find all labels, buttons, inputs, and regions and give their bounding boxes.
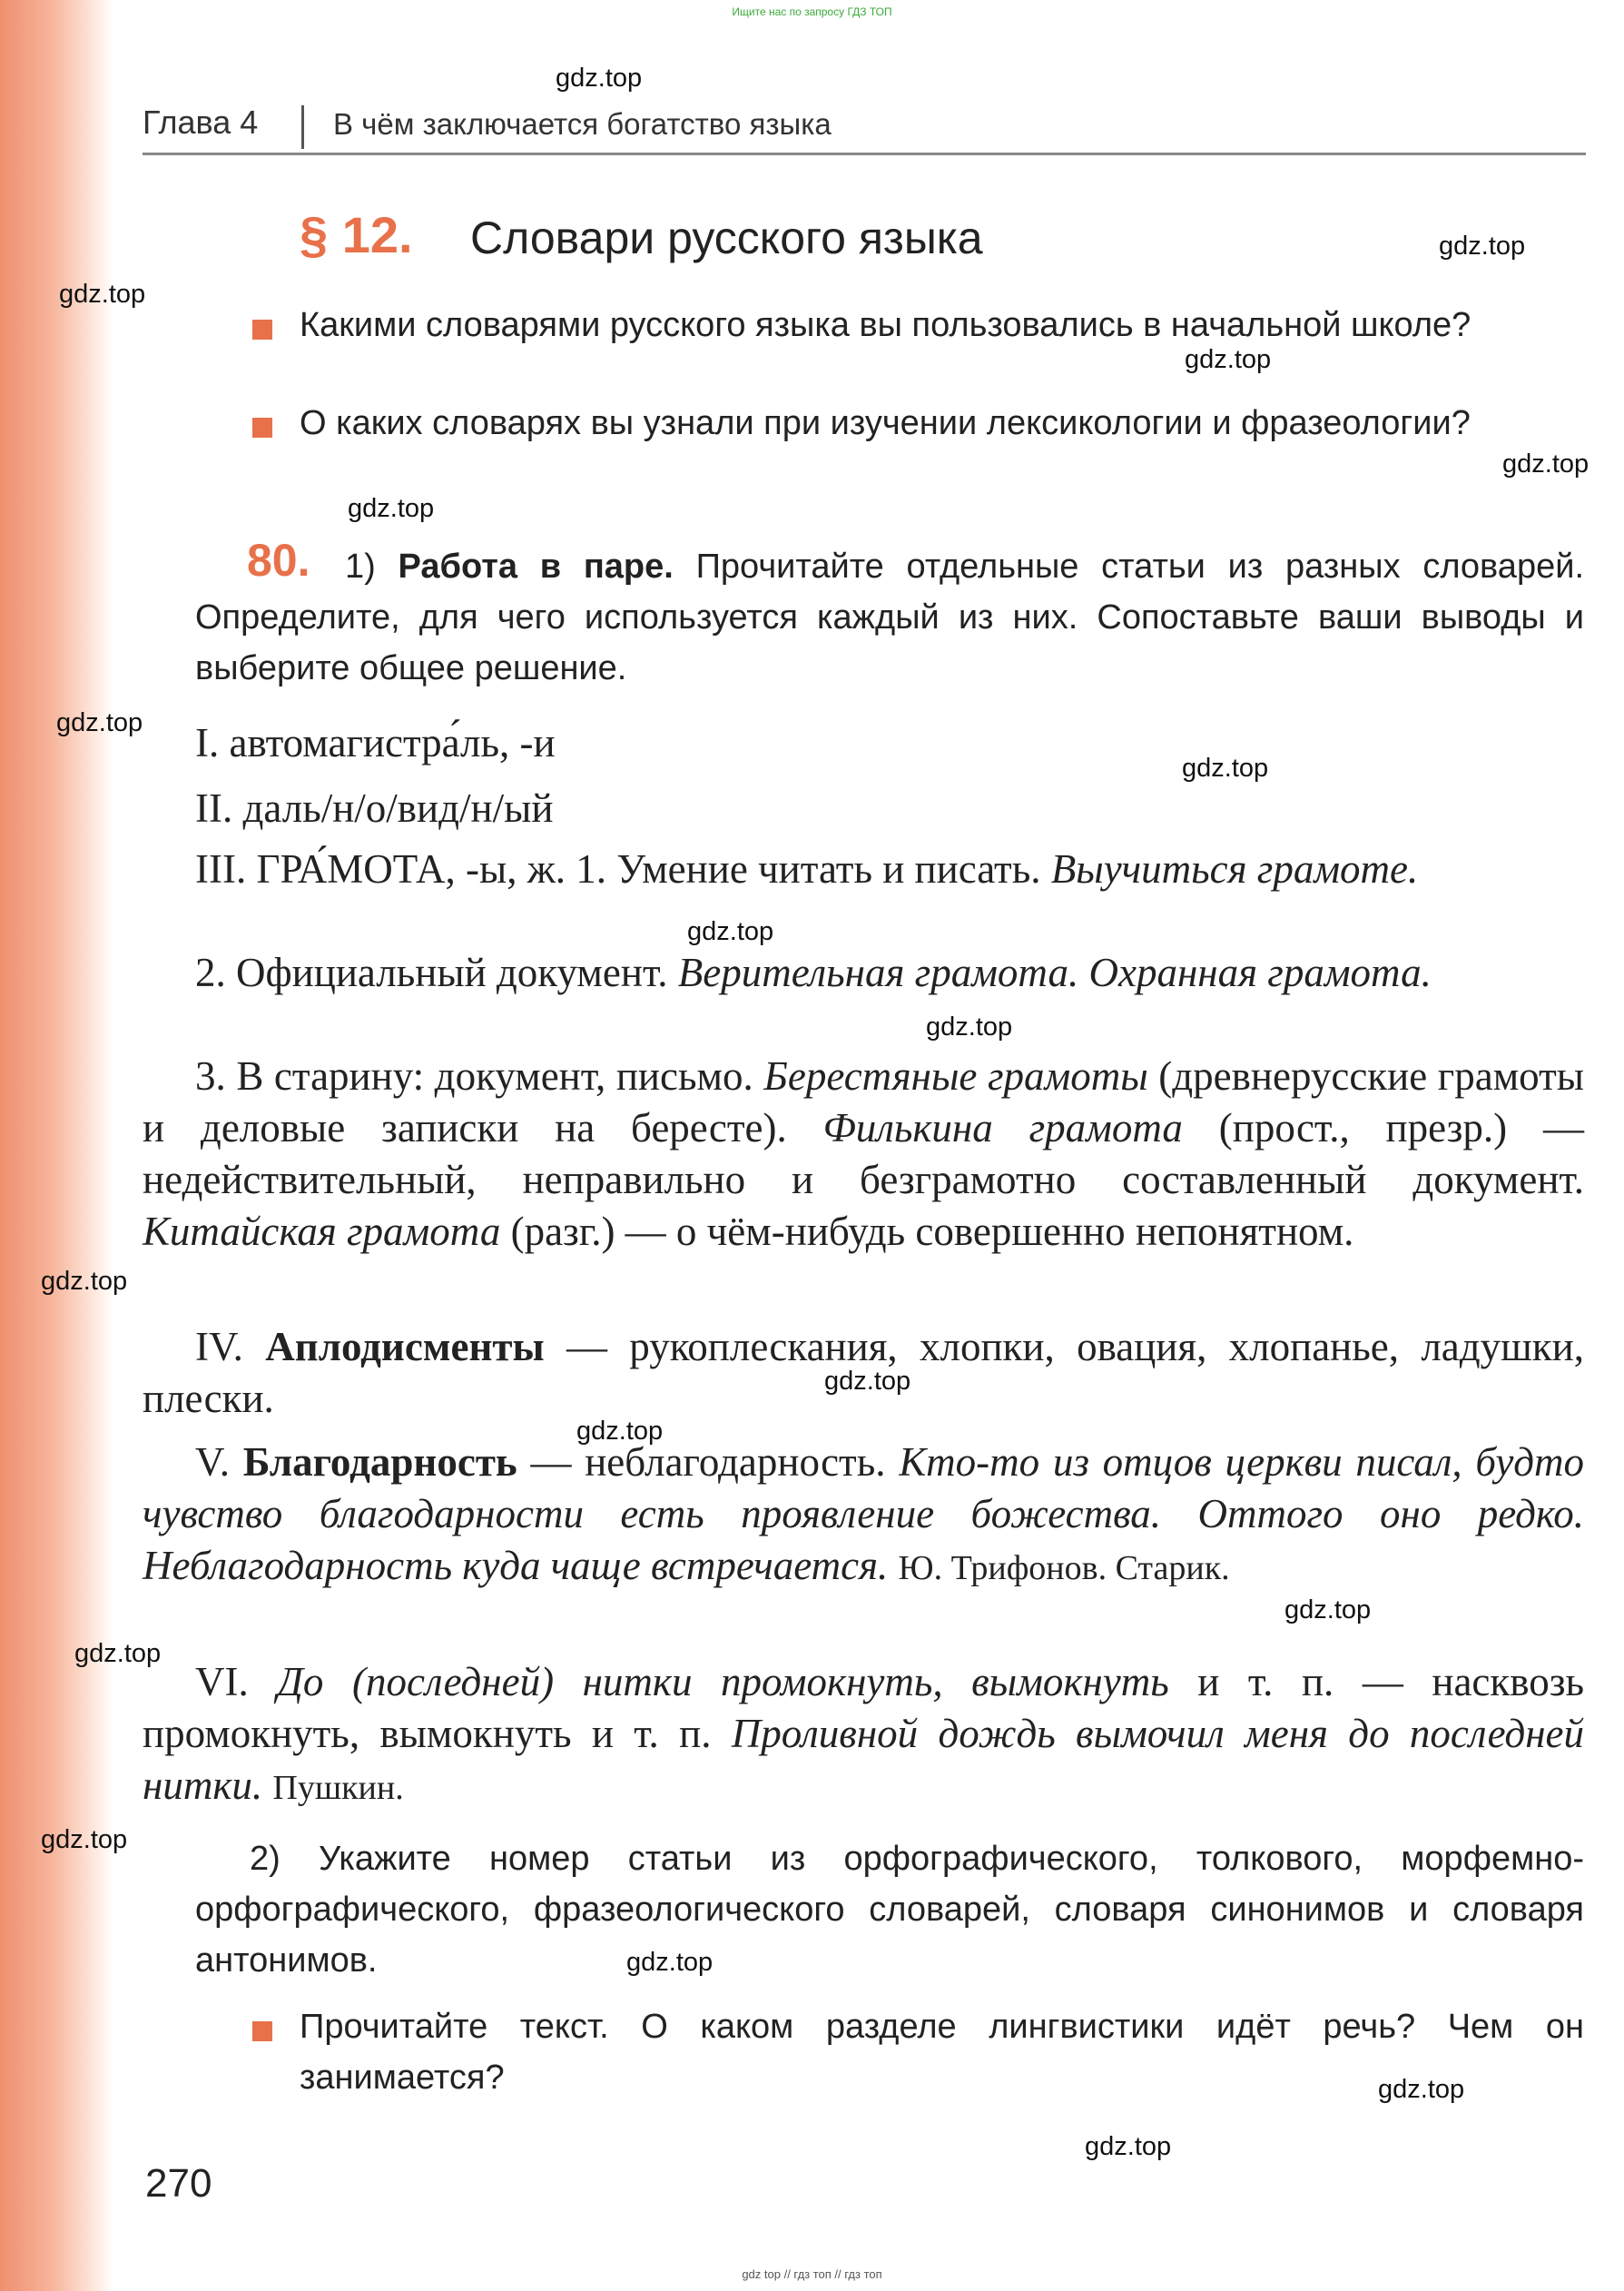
entry6-text: и т. п. — насквозь промокнуть, вымокнуть и т. п. [143, 1659, 1585, 1756]
bottom-notice: gdz top // гдз топ // гдз топ [742, 2267, 882, 2281]
entry5-number: V. [195, 1439, 230, 1485]
entry4-word: Аплодисменты [265, 1324, 545, 1369]
watermark: gdz.top [1502, 449, 1590, 479]
entry3-sense2-example: Верительная грамота. Охранная грамота. [677, 950, 1432, 995]
page-edge-gradient [0, 0, 113, 2291]
watermark: gdz.top [1185, 345, 1272, 374]
entry3-sense2-text: 2. Официальный документ. [195, 950, 668, 995]
top-notice: Ищите нас по запросу ГДЗ ТОП [732, 5, 892, 18]
entry6-quote: Проливной дождь вымочил меня до последней нитки. [143, 1711, 1585, 1808]
watermark: gdz.top [926, 1012, 1013, 1042]
entry3-example-1: Выучиться грамоте. [1050, 846, 1419, 892]
page-number: 270 [145, 2161, 212, 2206]
entry6-source: Пушкин. [272, 1769, 404, 1807]
entry3-sense3-gloss-2: (прост., презр.) — недействительный, неправильно и безграмотно составленный документ. [143, 1105, 1585, 1202]
question-2: О каких словарях вы узнали при изучении лексикологии и фразеологии? [300, 404, 1471, 442]
bullet-square [252, 320, 272, 340]
watermark: gdz.top [1284, 1595, 1372, 1624]
entry5-quote: Кто-то из отцов церкви писал, будто чувство благодарности есть проявление божества. Оттого оно редко. Неблагодарность куда чаще встречается. [143, 1439, 1584, 1588]
section-number: § 12. [300, 206, 413, 263]
entry3-sense3-example-3: Китайская грамота [143, 1209, 501, 1254]
entry-3-sense-2 [143, 947, 1584, 999]
watermark: gdz.top [1378, 2075, 1465, 2104]
watermark: gdz.top [41, 1267, 128, 1296]
question-1: Какими словарями русского языка вы пользовались в начальной школе? [300, 306, 1471, 344]
watermark: gdz.top [1182, 754, 1269, 783]
entry3-sense3-text: 3. В старину: документ, письмо. [195, 1053, 753, 1099]
watermark: gdz.top [74, 1639, 162, 1668]
chapter-subtitle: В чём заключается богатство языка [333, 107, 832, 141]
part1-number: 1) [345, 548, 376, 586]
header-separator [301, 105, 304, 149]
entry6-number: VI. [195, 1659, 249, 1704]
watermark: gdz.top [824, 1367, 911, 1396]
watermark: gdz.top [556, 64, 643, 93]
entry3-head: III. ГРА́МОТА, -ы, ж. 1. Умение читать и писать. [195, 846, 1041, 892]
part1-bold: Работа в паре. [398, 548, 674, 586]
watermark: gdz.top [576, 1417, 664, 1446]
entry5-text: — неблагодарность. [530, 1439, 886, 1485]
watermark: gdz.top [1085, 2132, 1172, 2161]
chapter-label: Глава 4 [143, 104, 259, 141]
entry3-sense3-example-1: Берестяные грамоты [763, 1053, 1148, 1099]
exercise-part2: 2) Укажите номер статьи из орфографического, толкового, морфемно-орфографического, фразеологического словарей, словаря синонимов и словаря антонимов. [195, 1840, 1584, 1980]
watermark: gdz.top [56, 708, 143, 737]
entry-1: I. автомагистра́ль, -и [195, 720, 556, 765]
entry5-word: Благодарность [242, 1439, 517, 1485]
entry6-phrase: До (последней) нитки промокнуть, вымокнуть [277, 1659, 1169, 1704]
entry3-sense3-example-2: Филькина грамота [822, 1105, 1183, 1150]
bullet-square [252, 418, 272, 438]
watermark: gdz.top [348, 494, 435, 523]
entry-3-sense-3 [143, 1051, 1584, 1258]
entry4-text: — рукоплескания, хлопки, овация, хлопанье, ладушки, плески. [143, 1324, 1585, 1421]
final-question: Прочитайте текст. О каком разделе лингвистики идёт речь? Чем он занимается? [300, 2008, 1584, 2097]
entry3-sense3-gloss-1: (древнерусские грамоты и деловые записки на бересте). [143, 1053, 1584, 1150]
entry-2: II. даль/н/о/вид/н/ый [195, 785, 554, 831]
entry-3 [143, 844, 1584, 895]
watermark: gdz.top [626, 1948, 714, 1977]
page-header [143, 102, 1586, 155]
bullet-square [252, 2021, 272, 2041]
entry-5 [143, 1437, 1584, 1595]
entry5-source: Ю. Трифонов. Старик. [898, 1549, 1230, 1587]
watermark: gdz.top [1439, 232, 1526, 261]
entry3-sense3-gloss-3: (разг.) — о чём-нибудь совершенно непонятном. [510, 1209, 1354, 1254]
entry4-number: IV. [195, 1324, 243, 1369]
exercise-part1 [195, 541, 1584, 694]
watermark: gdz.top [59, 280, 146, 309]
section-title: Словари русского языка [470, 212, 983, 263]
part1-text: Прочитайте отдельные статьи из разных словарей. Определите, для чего используется каждый из них. Сопоставьте ваши выводы и выберите общее решение. [195, 548, 1584, 687]
entry-6 [143, 1656, 1584, 1814]
watermark: gdz.top [41, 1825, 128, 1854]
watermark: gdz.top [687, 917, 774, 946]
exercise-number: 80. [247, 535, 310, 586]
